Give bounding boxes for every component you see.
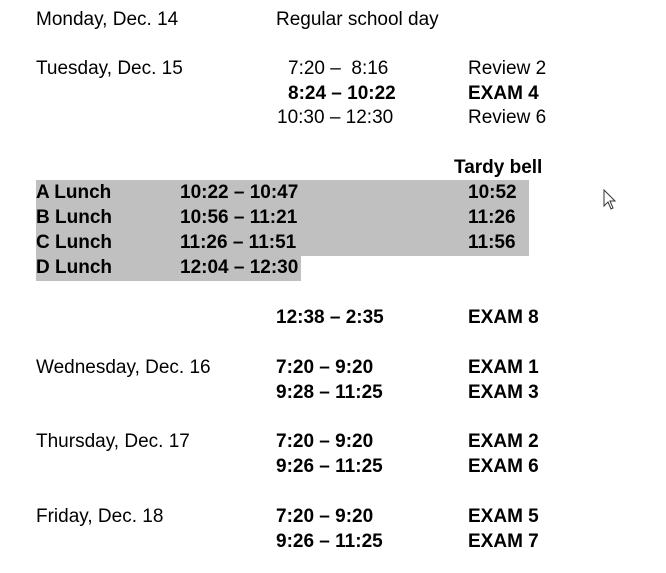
friday-label-2: EXAM 7	[468, 531, 539, 552]
friday-day: Friday, Dec. 18	[36, 506, 164, 527]
tuesday-time-1: 7:20 – 8:16	[288, 58, 389, 79]
lunch-c-tardy: 11:56	[468, 232, 516, 253]
tuesday-day: Tuesday, Dec. 15	[36, 58, 183, 79]
tuesday-time-2: 8:24 – 10:22	[288, 83, 396, 104]
thursday-time-1: 7:20 – 9:20	[276, 431, 374, 452]
lunch-b-time: 10:56 – 11:21	[180, 207, 298, 228]
wednesday-label-1: EXAM 1	[468, 357, 539, 378]
tardy-bell-header: Tardy bell	[454, 157, 543, 178]
monday-day: Monday, Dec. 14	[36, 9, 179, 30]
lunch-a-time: 10:22 – 10:47	[180, 182, 299, 203]
wednesday-time-1: 7:20 – 9:20	[276, 357, 374, 378]
tuesday-time-3: 10:30 – 12:30	[277, 107, 394, 128]
lunch-a-tardy: 10:52	[468, 182, 517, 203]
thursday-label-1: EXAM 2	[468, 431, 539, 452]
thursday-label-2: EXAM 6	[468, 456, 539, 477]
lunch-c-name: C Lunch	[36, 232, 112, 253]
lunch-a-name: A Lunch	[36, 182, 112, 203]
thursday-time-2: 9:26 – 11:25	[276, 456, 383, 477]
friday-time-1: 7:20 – 9:20	[276, 506, 374, 527]
tuesday-label-1: Review 2	[468, 58, 547, 79]
after-lunch-time: 12:38 – 2:35	[276, 307, 384, 328]
monday-note: Regular school day	[276, 9, 439, 30]
thursday-day: Thursday, Dec. 17	[36, 431, 190, 452]
lunch-d-name: D Lunch	[36, 257, 112, 278]
lunch-d-time: 12:04 – 12:30	[180, 257, 299, 278]
tuesday-label-2: EXAM 4	[468, 83, 539, 104]
lunch-b-tardy: 11:26	[468, 207, 516, 228]
after-lunch-label: EXAM 8	[468, 307, 539, 328]
mouse-pointer-icon	[603, 189, 617, 217]
lunch-c-time: 11:26 – 11:51	[180, 232, 297, 253]
friday-time-2: 9:26 – 11:25	[276, 531, 383, 552]
friday-label-1: EXAM 5	[468, 506, 539, 527]
wednesday-day: Wednesday, Dec. 16	[36, 357, 211, 378]
wednesday-label-2: EXAM 3	[468, 382, 539, 403]
lunch-b-name: B Lunch	[36, 207, 112, 228]
wednesday-time-2: 9:28 – 11:25	[276, 382, 383, 403]
tuesday-label-3: Review 6	[468, 107, 547, 128]
